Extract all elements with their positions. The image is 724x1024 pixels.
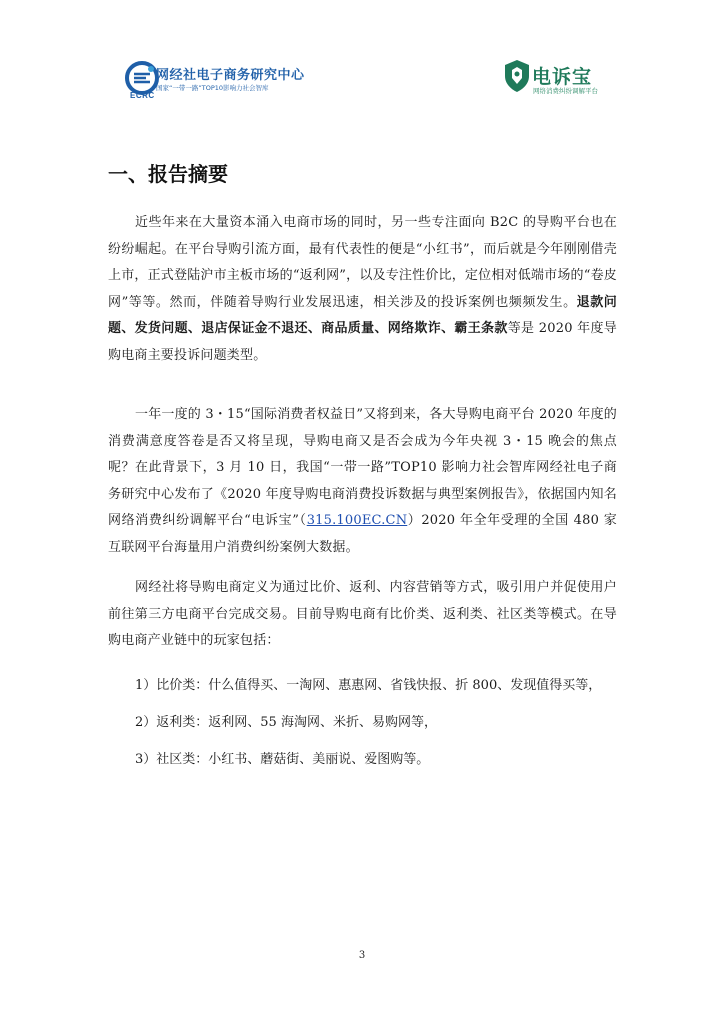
dsb-title: 电诉宝 [532, 66, 593, 88]
paragraph-2-text-b: ）2020 年全年受理的全国 480 家互联网平台海量用户消费纠纷案例大数据。 [108, 513, 618, 555]
dsb-subtitle: 网络消费纠纷调解平台 [533, 87, 598, 95]
dsb-website-link[interactable]: 315.100EC.CN [306, 513, 408, 528]
paragraph-1 [108, 210, 617, 369]
paragraph-1-text-b: 等是 2020 年度导购电商主要投诉问题类型。 [108, 321, 617, 363]
dsb-shield-logo-icon [503, 58, 531, 94]
ecrc-title: 网经社电子商务研究中心 [156, 68, 305, 83]
section-title: 一、报告摘要 [108, 162, 228, 186]
list-item: 1）比价类：什么值得买、一淘网、惠惠网、省钱快报、折 800、发现值得买等， [135, 678, 602, 693]
ecrc-subtitle: 国家“一带一路”TOP10影响力社会智库 [156, 84, 269, 92]
ecrc-abbrev: ECRC [130, 91, 155, 100]
list-item: 2）返利类：返利网、55 海淘网、米折、易购网等， [135, 715, 437, 730]
paragraph-1-text-a: 近些年来在大量资本涌入电商市场的同时，另一些专注面向 B2C 的导购平台也在纷纷崛起。在平台导购引流方面，最有代表性的便是“小红书”，而后就是今年刚刚借壳上市，正式登陆沪市主板市场的“返利网”，以及专注性价比，定位相对低端市场的“卷皮网”等等。然而，伴随着导购行业发展迅速，相关涉及的投诉案例也频频发生。 [108, 215, 617, 310]
list-item: 3）社区类：小红书、蘑菇街、美丽说、爱图购等。 [135, 752, 430, 767]
paragraph-2 [108, 402, 617, 561]
page-number: 3 [358, 950, 366, 961]
paragraph-2-text-a: 一年一度的 3・15“国际消费者权益日”又将到来，各大导购电商平台 2020 年度的消费满意度答卷是否又将呈现，导购电商又是否会成为今年央视 3・15 晚会的焦点呢？在此背景下，3 月 10 日，我国“一带一路”TOP10 影响力社会智库网经社电子商务研究中心发布了《2020 年度导购电商消费投诉数据与典型案例报告》，依据国内知名网络消费纠纷调解平台“电诉宝”（ [108, 407, 617, 528]
paragraph-3: 网经社将导购电商定义为通过比价、返利、内容营销等方式，吸引用户并促使用户前往第三方电商平台完成交易。目前导购电商有比价类、返利类、社区类等模式。在导购电商产业链中的玩家包括： [108, 580, 617, 648]
paragraph-1-bold: 退款问题、发货问题、退店保证金不退还、商品质量、网络欺诈、霸王条款 [108, 294, 617, 336]
page-header [0, 0, 724, 110]
